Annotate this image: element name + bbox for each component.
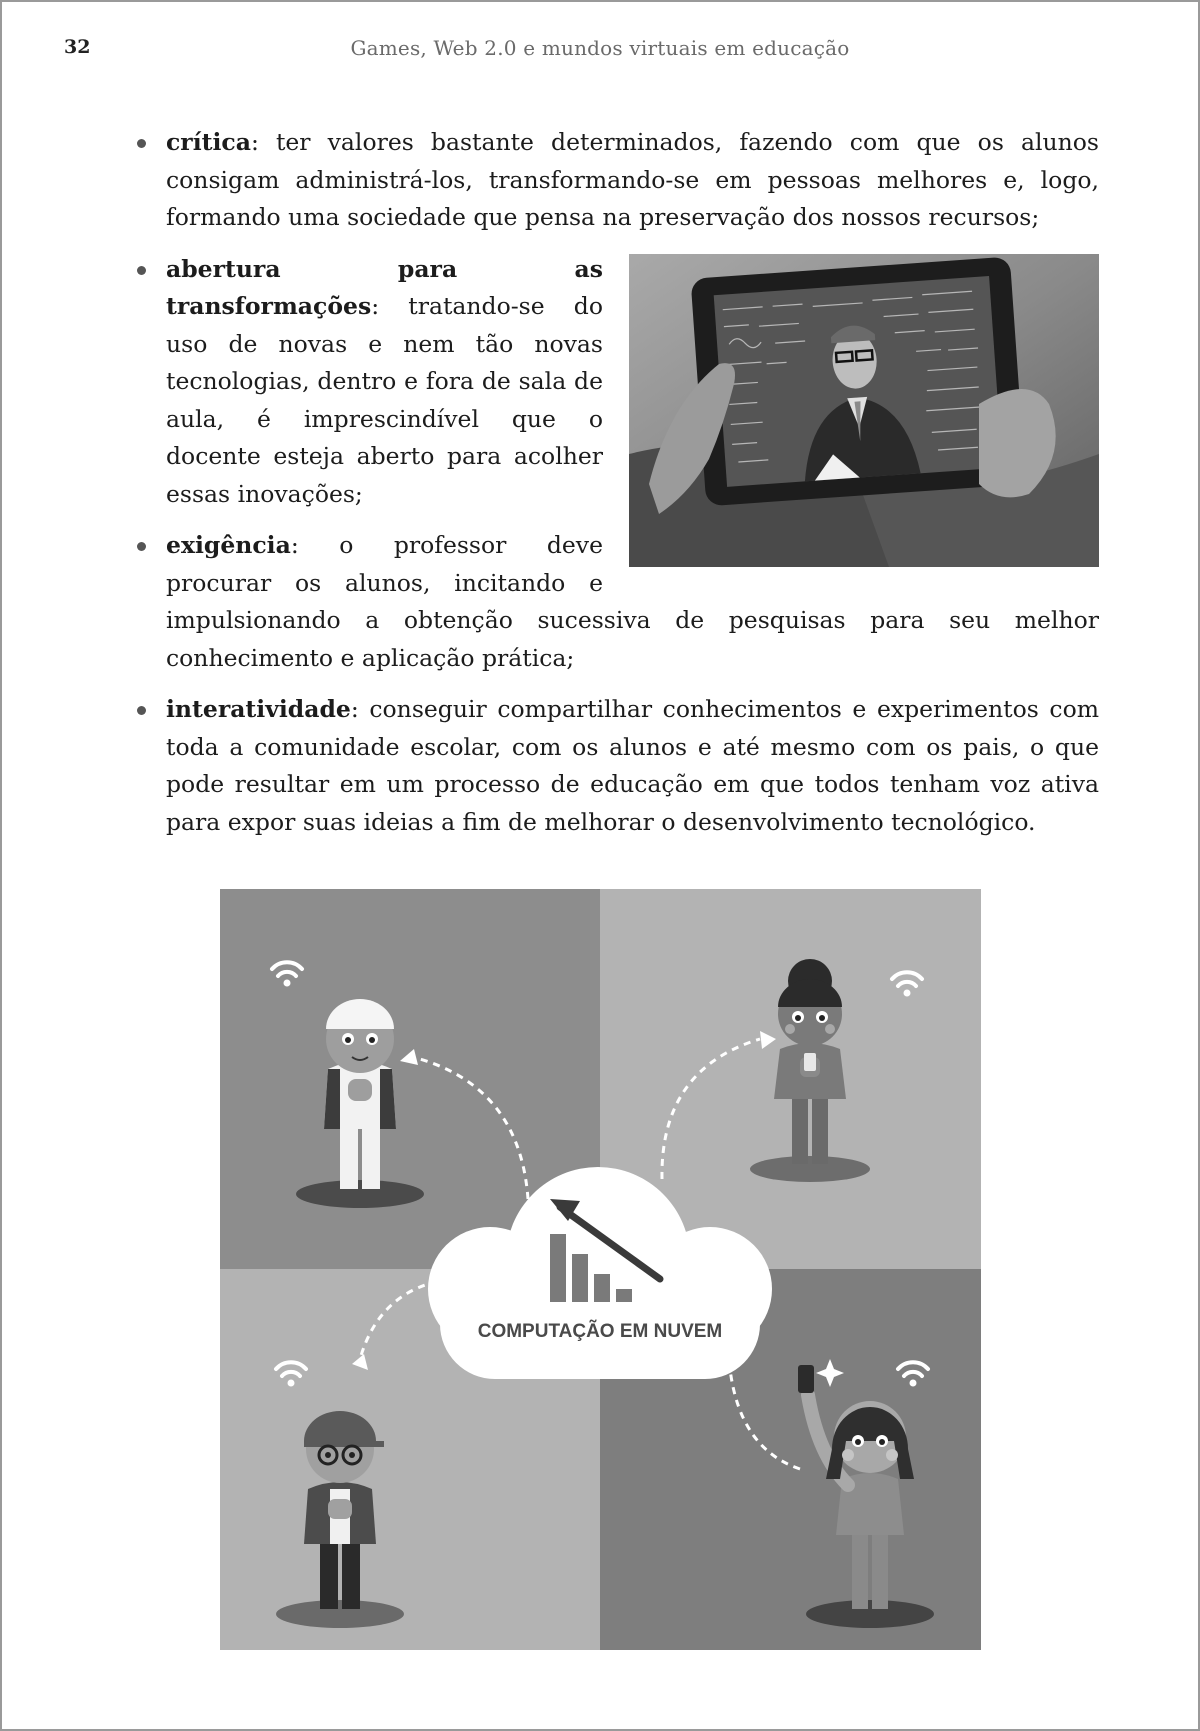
item-text-interatividade: : conseguir compartilhar conhecimentos e experimentos com toda a comunidade escolar, com os alunos e até mesmo com os pais, o que pode resultar em um processo de educação em que todos tenham voz ativa para expor suas ideias a fim de melhorar o desenvolvimento tecnológico. xyxy=(166,695,1099,836)
tablet-teacher-photo xyxy=(629,254,1099,567)
item-text-abertura: : tratando-se do uso de novas e nem tão novas tecnologias, dentro e fora de sala de aula, é imprescindível que o docente esteja aberto para acolher essas inovações; xyxy=(166,292,603,508)
term-abertura: abertura para as transformações xyxy=(166,254,603,320)
cloud-computing-illustration xyxy=(220,889,981,1650)
cloud-label: COMPUTAÇÃO EM NUVEM xyxy=(477,1321,723,1342)
list-item-abertura xyxy=(135,251,1099,514)
item-text-exigencia: : o professor deve procurar os alunos, incitando e impulsionando a obtenção sucessiva de pesquisas para seu melhor conhecimento e aplicação prática; xyxy=(166,531,1099,672)
list-item-interatividade xyxy=(135,691,1099,841)
bullet-icon xyxy=(137,706,146,715)
list-item-exigencia xyxy=(135,527,1099,677)
bullet-list xyxy=(135,124,1099,855)
running-header: Games, Web 2.0 e mundos virtuais em educação xyxy=(350,36,850,60)
bullet-icon xyxy=(137,139,146,148)
bullet-icon xyxy=(137,542,146,551)
page-number: 32 xyxy=(64,36,91,58)
term-interatividade: interatividade xyxy=(166,695,351,723)
term-critica: crítica xyxy=(166,128,251,156)
bullet-icon xyxy=(137,266,146,275)
item-text-critica: : ter valores bastante determinados, fazendo com que os alunos consigam administrá-los, transformando-se em pessoas melhores e, logo, formando uma sociedade que pensa na preservação dos nossos recursos; xyxy=(166,128,1099,231)
list-item-critica xyxy=(135,124,1099,237)
term-exigencia: exigência xyxy=(166,531,291,559)
